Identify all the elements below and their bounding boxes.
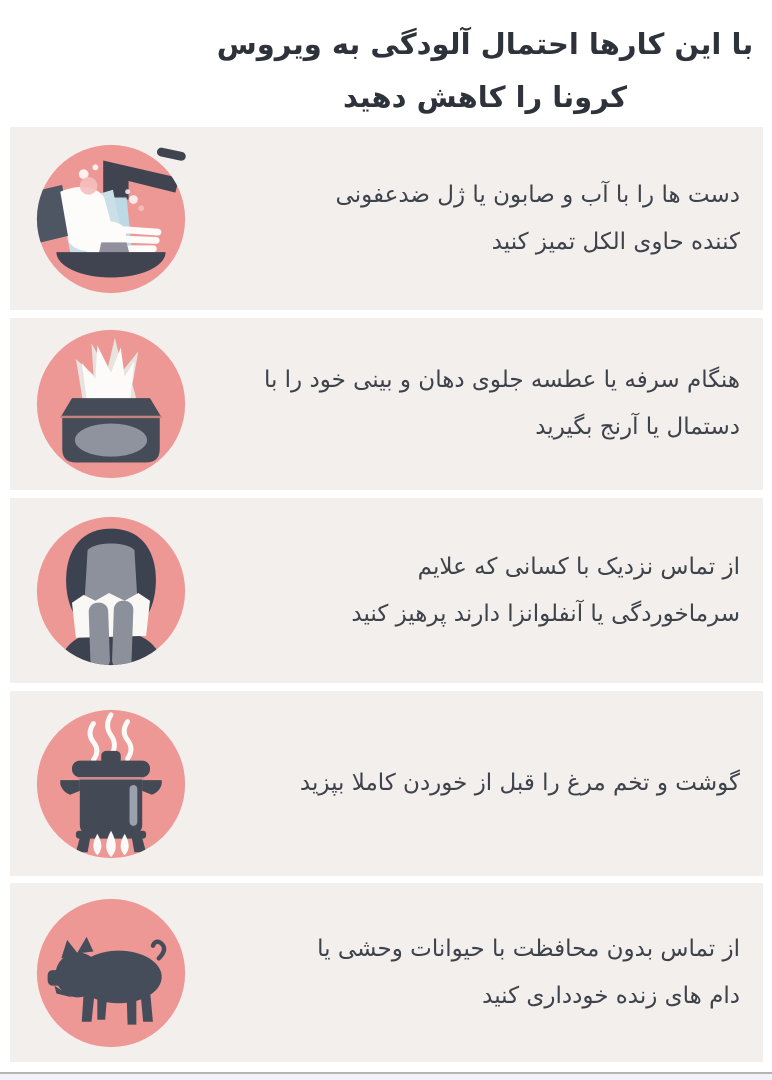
page-title-line-2: کرونا را کاهش دهید (342, 80, 628, 114)
cooking-pot-icon (33, 706, 189, 862)
tip-text-avoid-animals (189, 926, 763, 1020)
page-title-line-1: با این کارها احتمال آلودگی به ویروس (216, 27, 754, 61)
tip-line: از تماس نزدیک با کسانی که علایم (417, 553, 740, 580)
tip-row-cover-cough (10, 318, 763, 490)
tip-line: دست ها را با آب و صابون یا ژل ضدعفونی (335, 181, 740, 208)
tip-line: سرماخوردگی یا آنفلوانزا دارند پرهیز کنید (351, 600, 740, 627)
tip-text-cover-cough (189, 357, 763, 451)
tip-text-cook-food (189, 760, 763, 807)
page-title (198, 18, 772, 124)
tip-line: کننده حاوی الکل تمیز کنید (491, 228, 740, 255)
footer-strip (0, 1074, 772, 1080)
tip-row-avoid-sick (10, 498, 763, 683)
tip-text-avoid-sick (189, 544, 763, 638)
tissue-box-icon (33, 326, 189, 482)
tip-row-wash-hands (10, 127, 763, 310)
tip-line: گوشت و تخم مرغ را قبل از خوردن کاملا بپزید (299, 770, 740, 796)
hand-washing-icon (33, 141, 189, 297)
tip-line: دام های زنده خودداری کنید (482, 982, 740, 1009)
sneezing-person-icon (33, 513, 189, 669)
tip-text-wash-hands (189, 172, 763, 266)
tip-row-avoid-animals (10, 883, 763, 1062)
tip-line: دستمال یا آرنج بگیرید (535, 414, 740, 440)
tip-line: از تماس بدون محافظت با حیوانات وحشی یا (317, 935, 740, 962)
pig-icon (33, 895, 189, 1051)
tip-row-cook-food (10, 691, 763, 876)
tip-line: هنگام سرفه یا عطسه جلوی دهان و بینی خود را با (263, 367, 740, 393)
